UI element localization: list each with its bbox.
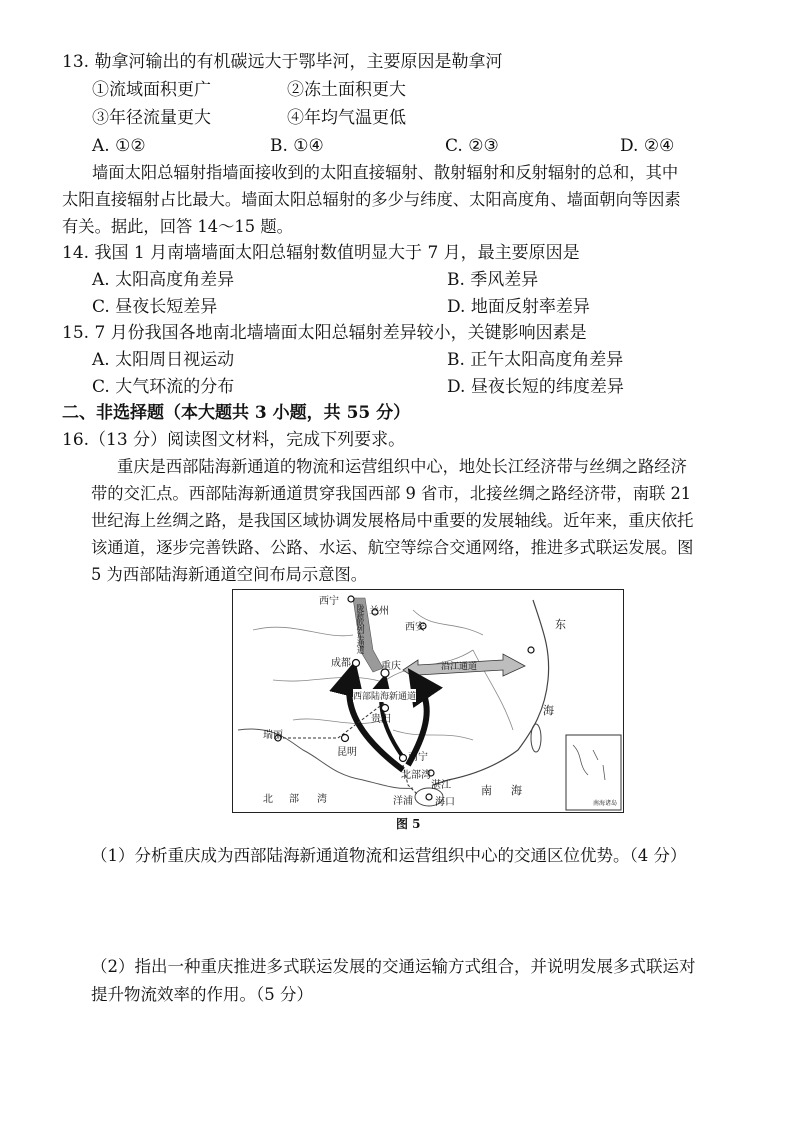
corridor-map <box>232 589 624 813</box>
map-label-nanhai-2: 海 <box>511 784 522 797</box>
q15-option-b: B. 正午太阳高度角差异 <box>447 350 624 370</box>
map-label-chengdu: 成都 <box>331 658 351 669</box>
q14-option-b: B. 季风差异 <box>447 270 539 290</box>
city-haikou <box>426 794 432 800</box>
passage1-line-3: 有关。据此，回答 14～15 题。 <box>62 217 293 236</box>
city-nanning <box>400 755 407 762</box>
passage1-line-1: 墙面太阳总辐射指墙面接收到的太阳直接辐射、散射辐射和反射辐射的总和，其中 <box>92 163 679 182</box>
section-heading: 二、非选择题（本大题共 3 小题，共 55 分） <box>62 403 411 423</box>
q13-item-1: ①流域面积更广 <box>92 80 211 100</box>
map-label-chongqing: 重庆 <box>381 661 401 672</box>
city-kunming <box>342 735 349 742</box>
map-label-corridor-main: 西部陆海新通道 <box>353 689 416 702</box>
map-label-zhanjiang: 湛江 <box>431 780 451 791</box>
q16-passage-line-3: 世纪海上丝绸之路，是我国区域协调发展格局中重要的发展轴线。近年来，重庆依托 <box>91 511 694 530</box>
map-label-ruili: 瑞丽 <box>263 730 283 741</box>
q16-passage-line-1: 重庆是西部陆海新通道的物流和运营组织中心，地处长江经济带与丝绸之路经济 <box>117 457 687 476</box>
q13-option-c: C. ②③ <box>445 136 499 156</box>
map-label-xining: 西宁 <box>319 596 339 607</box>
city-xining <box>348 596 354 602</box>
city-east <box>528 647 534 653</box>
map-label-beibuwan-2: 部 <box>289 794 299 805</box>
map-label-beibuwan-3: 湾 <box>317 794 327 805</box>
city-chengdu <box>353 660 360 667</box>
q16-passage-line-2: 带的交汇点。西部陆海新通道贯穿我国西部 9 省市，北接丝绸之路经济带，南联 21 <box>91 484 692 503</box>
q16-sub2-line-1: （2）指出一种重庆推进多式联运发展的交通运输方式组合，并说明发展多式联运对 <box>91 957 696 976</box>
q13-item-2: ②冻土面积更大 <box>287 80 406 100</box>
map-label-nanning: 南宁 <box>408 752 428 763</box>
q14-option-c: C. 昼夜长短差异 <box>92 297 218 317</box>
map-label-corridor-north: 陇新欧列车通道 <box>356 604 365 653</box>
map-label-sea: 海 <box>543 704 554 717</box>
q15-stem: 15. 7 月份我国各地南北墙墙面太阳总辐射差异较小，关键影响因素是 <box>62 323 587 343</box>
q15-option-d: D. 昼夜长短的纬度差异 <box>447 377 624 397</box>
map-label-nanhai-1: 南 <box>481 784 492 797</box>
figure-caption: 图 5 <box>396 817 421 831</box>
q16-sub1: （1）分析重庆成为西部陆海新通道物流和运营组织中心的交通区位优势。（4 分） <box>91 846 687 865</box>
q16-passage-line-5: 5 为西部陆海新通道空间布局示意图。 <box>91 565 368 584</box>
coastline <box>433 600 549 785</box>
map-label-beibuwan-1: 北 <box>263 794 273 805</box>
q13-option-b: B. ①④ <box>270 136 324 156</box>
q13-option-d: D. ②④ <box>620 136 675 156</box>
q13-stem: 13. 勒拿河输出的有机碳远大于鄂毕河，主要原因是勒拿河 <box>62 52 503 72</box>
map-label-beibu: 北部湾 <box>401 770 431 781</box>
q13-item-3: ③年径流量更大 <box>92 108 211 128</box>
map-label-corridor-yangtze: 沿江通道 <box>441 662 478 672</box>
q15-option-a: A. 太阳周日视运动 <box>92 350 235 370</box>
q13-item-4: ④年均气温更低 <box>287 108 406 128</box>
map-label-haikou: 海口 <box>435 797 455 808</box>
q14-stem: 14. 我国 1 月南墙墙面太阳总辐射数值明显大于 7 月，最主要原因是 <box>62 243 580 263</box>
map-label-lanzhou: 兰州 <box>369 606 389 617</box>
map-label-east: 东 <box>555 618 566 631</box>
map-label-xian: 西安 <box>405 622 425 633</box>
q15-option-c: C. 大气环流的分布 <box>92 377 235 397</box>
q16-stem: 16.（13 分）阅读图文材料，完成下列要求。 <box>62 430 406 450</box>
map-label-yangpu: 洋浦 <box>393 796 413 807</box>
q16-sub2-line-2: 提升物流效率的作用。（5 分） <box>91 985 313 1004</box>
taiwan-island <box>531 724 541 752</box>
q16-passage-line-4: 该通道，逐步完善铁路、公路、水运、航空等综合交通网络，推进多式联运发展。图 <box>91 538 694 557</box>
q14-option-a: A. 太阳高度角差异 <box>92 270 235 290</box>
q14-option-d: D. 地面反射率差异 <box>447 297 590 317</box>
map-label-guiyang: 贵阳 <box>371 714 391 725</box>
q13-option-a: A. ①② <box>92 136 146 156</box>
map-label-kunming: 昆明 <box>337 747 357 758</box>
passage1-line-2: 太阳直接辐射占比最大。墙面太阳总辐射的多少与纬度、太阳高度角、墙面朝向等因素 <box>62 190 681 209</box>
map-label-inset: 南海诸岛 <box>593 800 618 807</box>
